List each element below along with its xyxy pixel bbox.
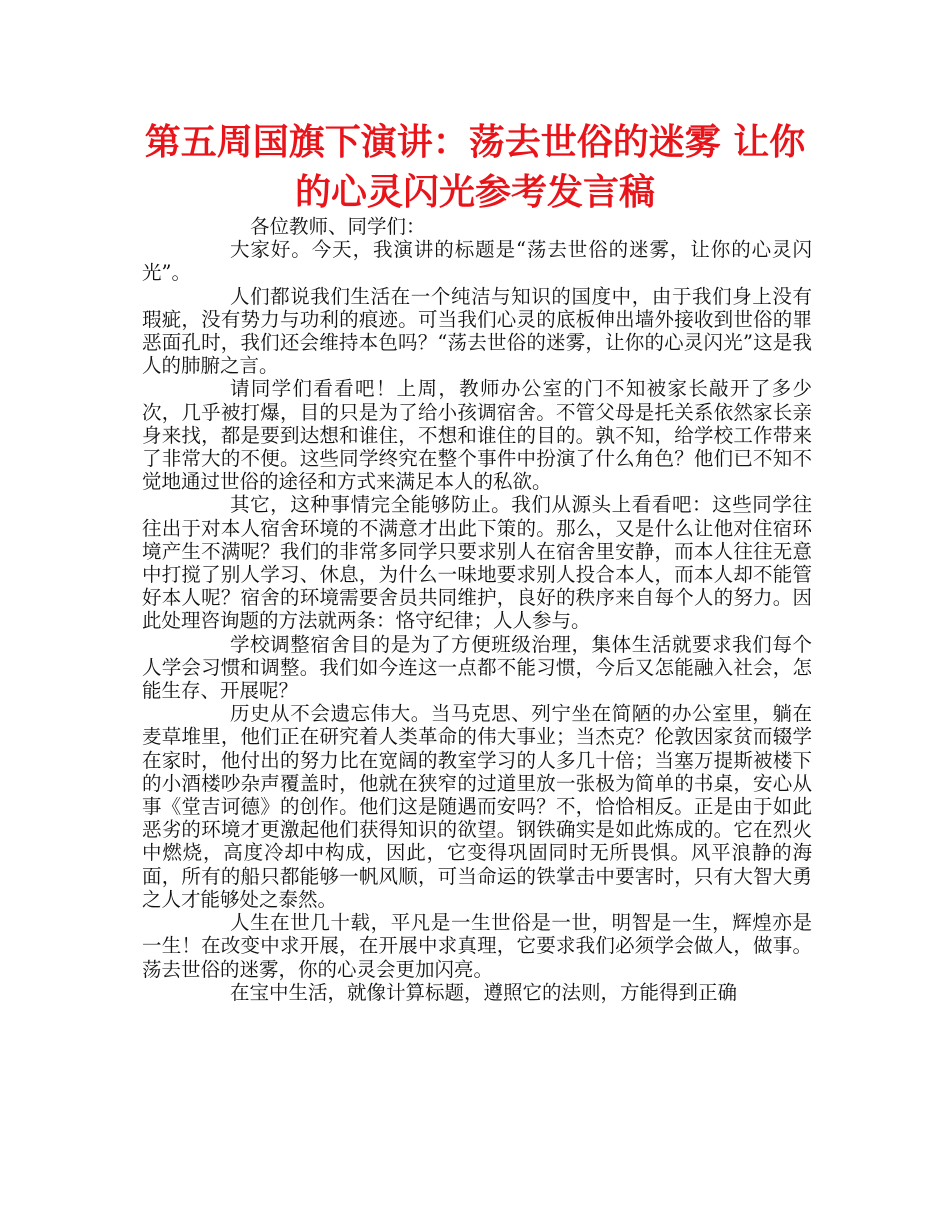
paragraph-dormitory-change: 请同学们看看吧！上周，教师办公室的门不知被家长敲开了多少次，几乎被打爆，目的只是为了给小孩调宿舍。不管父母是托关系依然家长亲身来找，都是要到达想和谁住，不想和谁住的目的。孰不知，给学校工作带来了非常大的不便。这些同学终究在整个事件中扮演了什么角色？他们已不知不觉地通过世俗的途径和方式来满足本人的私欲。	[142, 377, 812, 494]
title-line-2: 的心灵闪光参考发言稿	[294, 172, 655, 213]
paragraph-prevention: 其它，这种事情完全能够防止。我们从源头上看看吧：这些同学往往出于对本人宿舍环境的不满意才出此下策的。那么，又是什么让他对住宿环境产生不满呢？我们的非常多同学只要求别人在宿舍里安静，而本人往往无意中打搅了别人学习、休息，为什么一味地要求别人投合本人，而本人却不能管好本人呢？宿舍的环境需要舍员共同维护，良好的秩序来自每个人的努力。因此处理咨询题的方法就两条：恪守纪律；人人参与。	[142, 493, 812, 633]
document-title	[120, 118, 830, 218]
document-body	[142, 215, 812, 1004]
salutation: 各位教师、同学们：	[250, 215, 426, 238]
title-line-1: 第五周国旗下演讲：荡去世俗的迷雾 让你	[144, 122, 806, 163]
paragraph-purity: 人们都说我们生活在一个纯洁与知识的国度中，由于我们身上没有瑕疵，没有势力与功利的痕迹。可当我们心灵的底板伸出墙外接收到世俗的罪恶面孔时，我们还会维持本色吗？“荡去世俗的迷雾，让你的心灵闪光”这是我人的肺腑之言。	[142, 284, 812, 378]
paragraph-closing: 在宝中生活，就像计算标题，遵照它的法则，方能得到正确	[230, 980, 738, 1004]
paragraph-adaptation: 学校调整宿舍目的是为了方便班级治理，集体生活就要求我们每个人学会习惯和调整。我们如今连这一点都不能习惯，今后又怎能融入社会，怎能生存、开展呢？	[142, 632, 812, 703]
paragraph-greeting: 大家好。今天，我演讲的标题是“荡去世俗的迷雾，让你的心灵闪光”。	[142, 238, 812, 285]
paragraph-life: 人生在世几十载，平凡是一生世俗是一世，明智是一生，辉煌亦是一生！在改变中求开展，在开展中求真理，它要求我们必须学会做人，做事。荡去世俗的迷雾，你的心灵会更加闪亮。	[142, 911, 812, 981]
paragraph-history: 历史从不会遗忘伟大。当马克思、列宁坐在简陋的办公室里，躺在麦草堆里，他们正在研究着人类革命的伟大事业；当杰克？伦敦因家贫而辍学在家时，他付出的努力比在宽阔的教室学习的人多几十倍；当塞万提斯被楼下的小酒楼吵杂声覆盖时，他就在狭窄的过道里放一张极为简单的书桌，安心从事《堂吉诃德》的创作。他们这是随遇而安吗？不，恰恰相反。正是由于如此恶劣的环境才更激起他们获得知识的欲望。钢铁确实是如此炼成的。它在烈火中燃烧，高度冷却中构成，因此，它变得巩固同时无所畏惧。风平浪静的海面，所有的船只都能够一帆风顺，可当命运的铁掌击中要害时，只有大智大勇之人才能够处之泰然。	[142, 702, 812, 911]
